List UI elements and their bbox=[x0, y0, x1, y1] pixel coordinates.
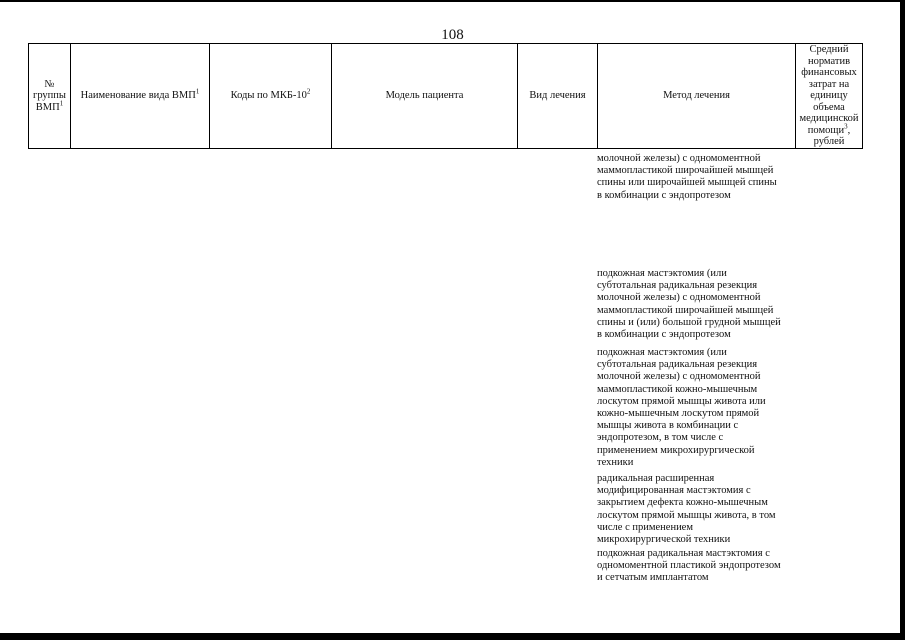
table-header bbox=[28, 43, 863, 149]
column-header-treatment-type: Вид лечения bbox=[518, 44, 598, 149]
method-item: молочной железы) с одномоментной маммопластикой широчайшей мышцей спины или широчайшей мышцей спины в комбинации с эндопротезом bbox=[597, 153, 777, 201]
method-item: подкожная мастэктомия (или субтотальная радикальная резекция молочной железы) с одномоментной маммопластикой широчайшей мышцей спины и (или) большой грудной мышцей в комбинации с эндопротезом bbox=[597, 268, 781, 341]
scan-border-top bbox=[0, 0, 905, 2]
scan-border-right bbox=[900, 0, 905, 640]
method-item: подкожная радикальная мастэктомия с одномоментной пластикой эндопротезом и сетчатым имплантатом bbox=[597, 548, 781, 584]
column-header-treatment-method: Метод лечения bbox=[598, 44, 796, 149]
page-number: 108 bbox=[441, 27, 464, 43]
header-row bbox=[29, 44, 863, 149]
column-header-patient-model: Модель пациента bbox=[332, 44, 518, 149]
column-header-average-cost: Средний норматив финансовых затрат на единицу объема медицинской помощи$^3$, рублей bbox=[796, 44, 863, 149]
scan-border-bottom bbox=[0, 633, 905, 640]
column-header-icd-codes: Коды по МКБ-$10^2$ bbox=[210, 44, 332, 149]
method-item: подкожная мастэктомия (или субтотальная радикальная резекция молочной железы) с одномоментной маммопластикой кожно-мышечным лоскутом прямой мышцы живота или кожно-мышечным лоскутом прямой мышцы живота в комбинации с эндопротезом, в том числе с применением микрохирургической техники bbox=[597, 347, 766, 468]
method-cell bbox=[597, 473, 797, 546]
column-header-group-number: № группы ВМП$^1$ bbox=[29, 44, 71, 149]
method-cell bbox=[597, 548, 797, 585]
method-cell bbox=[597, 268, 797, 341]
column-header-vmp-name: Наименование вида ВМП$^1$ bbox=[71, 44, 210, 149]
method-item: радикальная расширенная модифицированная мастэктомия с закрытием дефекта кожно-мышечным лоскутом прямой мышцы живота, в том числе с применением микрохирургической техники bbox=[597, 473, 776, 546]
method-cell bbox=[597, 153, 797, 202]
method-cell bbox=[597, 347, 797, 469]
